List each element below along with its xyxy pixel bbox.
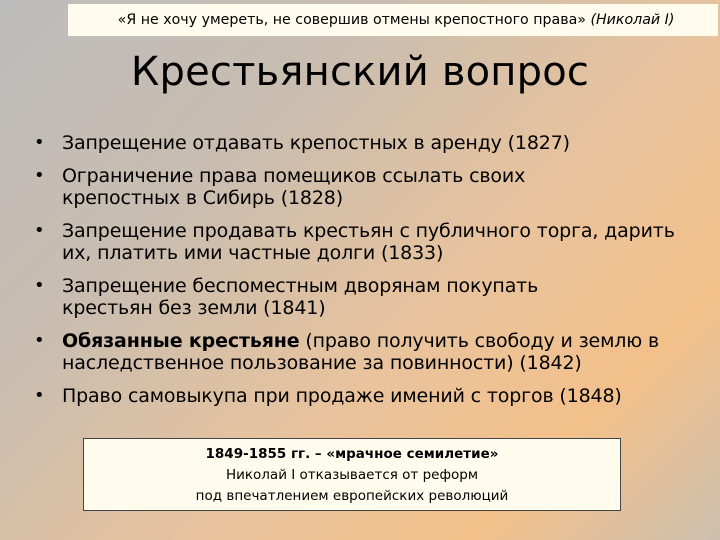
bullet-item xyxy=(32,132,682,154)
quote-text: «Я не хочу умереть, не совершив отмены крепостного права» xyxy=(117,12,586,28)
note-box xyxy=(83,438,621,511)
quote-author: (Николай I) xyxy=(590,12,675,28)
bullet-text: Ограничение права помещиков ссылать своих крепостных в Сибирь (1828) xyxy=(62,165,526,209)
bullet-icon: • xyxy=(34,132,45,153)
bullet-item xyxy=(32,330,682,374)
bullet-icon: • xyxy=(34,220,45,241)
bullet-item xyxy=(32,220,682,264)
bullet-text: Запрещение беспоместным дворянам покупать крестьян без земли (1841) xyxy=(62,275,539,319)
bullet-item xyxy=(32,165,682,209)
bullet-text: Запрещение продавать крестьян с публичного торга, дарить их, платить ими частные долги (1833) xyxy=(62,220,675,264)
note-line-2: под впечатлением европейских революций xyxy=(195,488,509,504)
bullet-bold-term: Обязанные крестьяне xyxy=(62,330,300,352)
bullet-icon: • xyxy=(34,330,45,351)
bullet-icon: • xyxy=(34,385,45,406)
bullet-icon: • xyxy=(34,165,45,186)
bullet-item xyxy=(32,275,682,319)
note-title: 1849-1855 гг. – «мрачное семилетие» xyxy=(205,446,499,462)
bullet-icon: • xyxy=(34,275,45,296)
bullet-text: Запрещение отдавать крепостных в аренду (1827) xyxy=(62,132,570,154)
note-line-1: Николай I отказывается от реформ xyxy=(225,467,479,483)
bullet-text: Право самовыкупа при продаже имений с торгов (1848) xyxy=(62,385,622,407)
quote-banner xyxy=(68,4,718,36)
slide-title: Крестьянский вопрос xyxy=(130,49,590,95)
bullet-text: (право получить свободу и землю в наследственное пользование за повинности) (1842) xyxy=(62,330,660,374)
bullet-list xyxy=(32,132,682,418)
bullet-item xyxy=(32,385,682,407)
